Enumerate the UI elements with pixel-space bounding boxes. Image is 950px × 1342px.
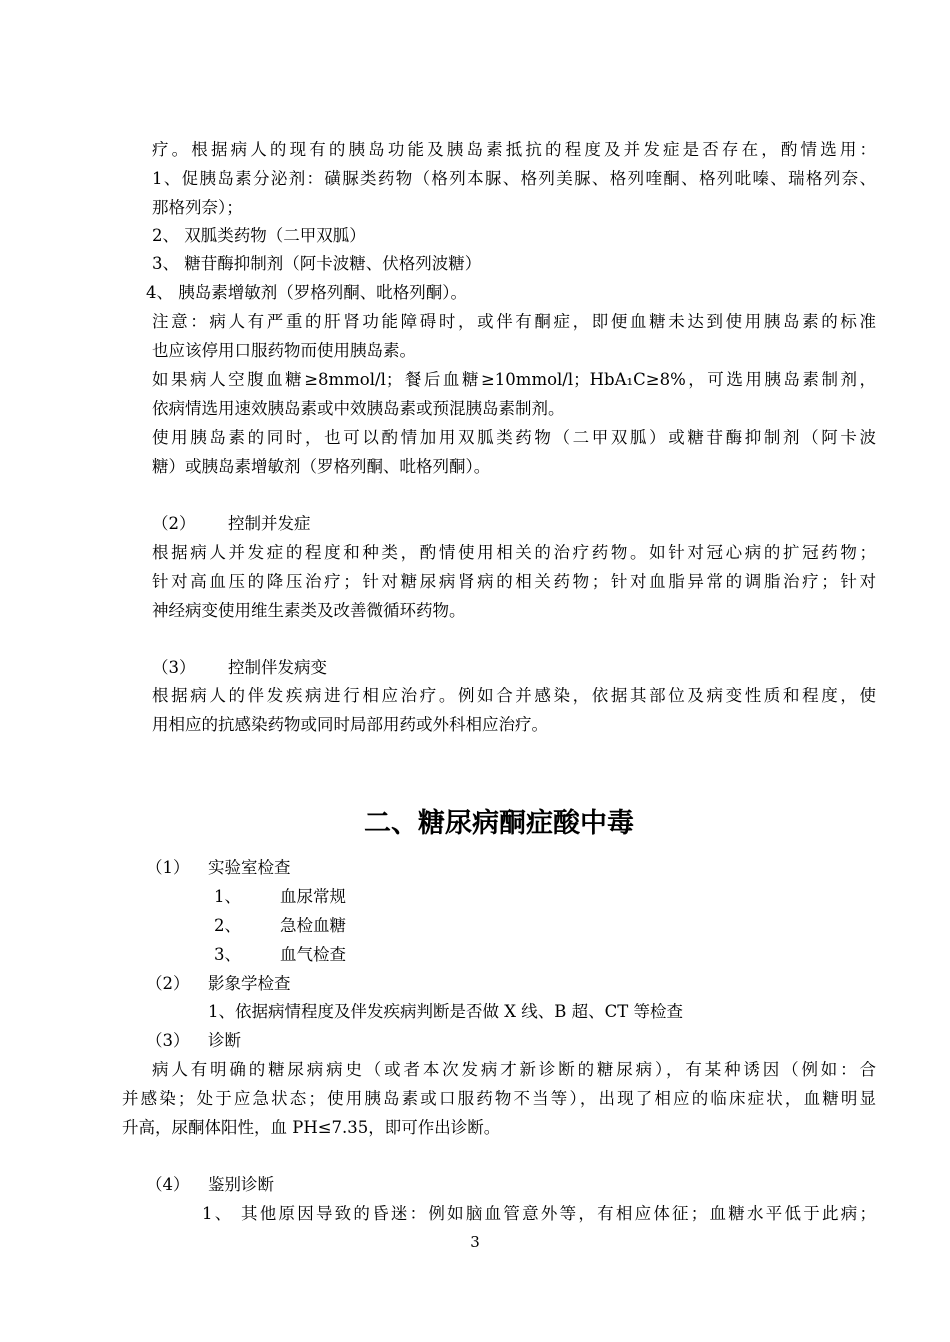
section-title: 控制并发症 bbox=[228, 514, 311, 533]
list-item: 1、促胰岛素分泌剂：磺脲类药物（格列本脲、格列美脲、格列喹酮、格列吡嗪、瑞格列奈、 bbox=[152, 169, 876, 188]
section-number: （4） bbox=[146, 1175, 190, 1194]
list-item: 3、 糖苷酶抑制剂（阿卡波糖、伏格列波糖） bbox=[152, 254, 482, 273]
list-item: 1、依据病情程度及伴发疾病判断是否做 X 线、B 超、CT 等检查 bbox=[208, 1002, 683, 1021]
paragraph-line: 疗。根据病人的现有的胰岛功能及胰岛素抵抗的程度及并发症是否存在，酌情选用： bbox=[152, 140, 876, 159]
list-item-number: 1、 bbox=[214, 887, 241, 906]
list-item-number: 2、 bbox=[214, 916, 241, 935]
section-number: （3） bbox=[152, 658, 196, 677]
paragraph-line: 依病情选用速效胰岛素或中效胰岛素或预混胰岛素制剂。 bbox=[152, 399, 565, 418]
paragraph-line: 糖）或胰岛素增敏剂（罗格列酮、吡格列酮）。 bbox=[152, 457, 491, 476]
list-item: 4、 胰岛素增敏剂（罗格列酮、吡格列酮）。 bbox=[146, 283, 467, 302]
list-item: 2、 双胍类药物（二甲双胍） bbox=[152, 226, 366, 245]
paragraph-line: 根据病人并发症的程度和种类，酌情使用相关的治疗药物。如针对冠心病的扩冠药物； bbox=[152, 543, 876, 562]
paragraph-line: 病人有明确的糖尿病病史（或者本次发病才新诊断的糖尿病），有某种诱因（例如：合 bbox=[152, 1060, 876, 1079]
paragraph-line: 神经病变使用维生素类及改善微循环药物。 bbox=[152, 601, 466, 620]
paragraph-line: 根据病人的伴发疾病进行相应治疗。例如合并感染，依据其部位及病变性质和程度，使 bbox=[152, 686, 876, 705]
paragraph-line: 并感染；处于应急状态；使用胰岛素或口服药物不当等），出现了相应的临床症状，血糖明显 bbox=[122, 1089, 876, 1108]
list-item: 血尿常规 bbox=[280, 887, 346, 906]
paragraph-line: 也应该停用口服药物而使用胰岛素。 bbox=[152, 341, 416, 360]
paragraph-line: 注意：病人有严重的肝肾功能障碍时，或伴有酮症，即便血糖未达到使用胰岛素的标准 bbox=[152, 312, 876, 331]
list-item: 那格列奈）； bbox=[152, 198, 243, 217]
section-number: （1） bbox=[146, 858, 190, 877]
section-title: 实验室检查 bbox=[208, 858, 291, 877]
section-number: （2） bbox=[152, 514, 196, 533]
section-number: （2） bbox=[146, 974, 190, 993]
list-item: 血气检查 bbox=[280, 945, 346, 964]
paragraph-line: 使用胰岛素的同时，也可以酌情加用双胍类药物（二甲双胍）或糖苷酶抑制剂（阿卡波 bbox=[152, 428, 876, 447]
page-number: 3 bbox=[470, 1233, 480, 1251]
list-item: 急检血糖 bbox=[280, 916, 346, 935]
section-title: 影象学检查 bbox=[208, 974, 291, 993]
section-number: （3） bbox=[146, 1031, 190, 1050]
section-heading: 二、糖尿病酮症酸中毒 bbox=[364, 808, 634, 839]
list-item-number: 3、 bbox=[214, 945, 241, 964]
paragraph-line: 用相应的抗感染药物或同时局部用药或外科相应治疗。 bbox=[152, 715, 548, 734]
paragraph-line: 如果病人空腹血糖≥8mmol/l；餐后血糖≥10mmol/l；HbA₁C≥8%，可选用胰岛素制剂， bbox=[152, 370, 876, 389]
paragraph-line: 升高，尿酮体阳性，血 PH≤7.35，即可作出诊断。 bbox=[122, 1118, 501, 1137]
list-item: 1、 其他原因导致的昏迷：例如脑血管意外等，有相应体征；血糖水平低于此病； bbox=[202, 1204, 876, 1223]
paragraph-line: 针对高血压的降压治疗；针对糖尿病肾病的相关药物；针对血脂异常的调脂治疗；针对 bbox=[152, 572, 876, 591]
section-title: 诊断 bbox=[208, 1031, 241, 1050]
section-title: 控制伴发病变 bbox=[228, 658, 327, 677]
section-title: 鉴别诊断 bbox=[208, 1175, 274, 1194]
